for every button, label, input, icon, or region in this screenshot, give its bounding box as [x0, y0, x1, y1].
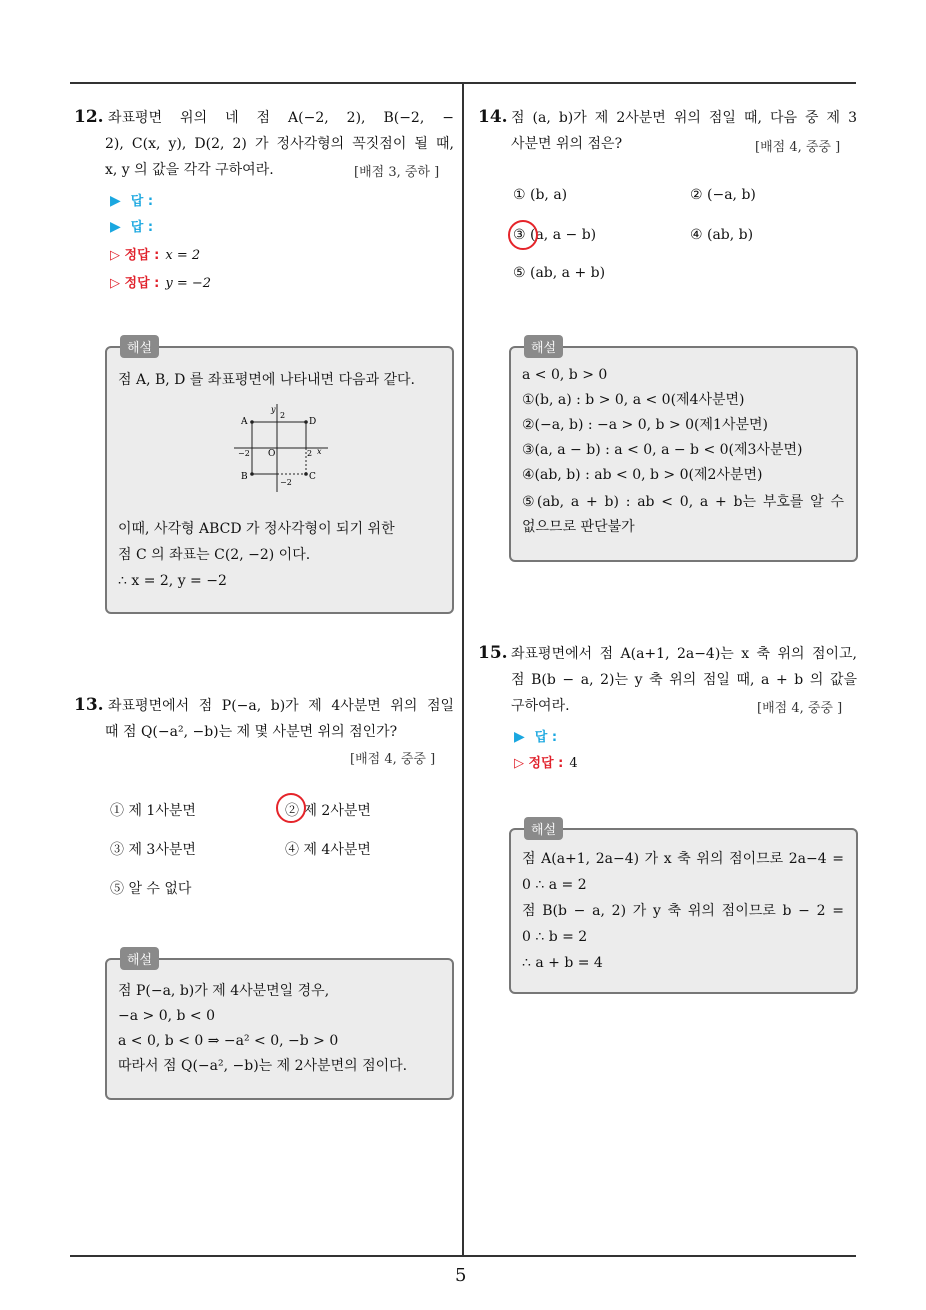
- q12-exp-line1: 점 A, B, D 를 좌표평면에 나타내면 다음과 같다.: [118, 372, 415, 388]
- point-A-label: A: [241, 417, 248, 427]
- q12-points: [배점 3, 중하 ]: [354, 165, 440, 180]
- q12-number: 12.: [74, 107, 104, 127]
- q15-answer-row[interactable]: [514, 726, 557, 745]
- q15-exp-line5: ∴ a + b = 4: [522, 955, 603, 971]
- q14-exp-line5: ④(ab, b) : ab < 0, b > 0(제2사분면): [522, 467, 763, 483]
- tick-pos2-x: 2: [307, 449, 313, 458]
- page-number: 5: [455, 1265, 467, 1286]
- q12-exp-line3: 점 C 의 좌표는 C(2, −2) 이다.: [118, 547, 311, 563]
- coordinate-graph: [232, 402, 332, 494]
- column-divider: [462, 82, 464, 1256]
- q12-exp-line4: ∴ x = 2, y = −2: [118, 573, 227, 589]
- q15-line2: 점 B(b − a, 2)는 y 축 위의 점일 때, a + b 의 값을: [511, 672, 857, 688]
- point-C-label: C: [309, 472, 316, 482]
- q13-selected-mark: [276, 793, 306, 823]
- q13-option-3[interactable]: ③ 제 3사분면: [110, 842, 196, 858]
- outline-triangle-icon: ▷: [110, 276, 120, 291]
- q13-option-4[interactable]: ④ 제 4사분면: [285, 842, 371, 858]
- tick-neg2-x: −2: [238, 449, 250, 458]
- q15-exp-line2: 0 ∴ a = 2: [522, 877, 587, 893]
- q12-line1: 좌표평면 위의 네 점 A(−2, 2), B(−2, −: [108, 110, 454, 126]
- q13-option-5[interactable]: ⑤ 알 수 없다: [110, 881, 192, 897]
- q12-correct-1: ▷ 정답 : x = 2: [110, 248, 201, 263]
- q12-line2: 2), C(x, y), D(2, 2) 가 정사각형의 꼭짓점이 될 때,: [105, 136, 454, 152]
- q14-selected-mark: [508, 220, 538, 250]
- q13-exp-line1: 점 P(−a, b)가 제 4사분면일 경우,: [118, 983, 330, 999]
- point-B-label: B: [241, 472, 248, 482]
- outline-triangle-icon: ▷: [110, 248, 120, 263]
- y-axis-label: y: [271, 405, 276, 414]
- q13-number: 13.: [74, 695, 104, 715]
- q14-option-2[interactable]: ② (−a, b): [690, 187, 756, 203]
- q13-option-1[interactable]: ① 제 1사분면: [110, 803, 196, 819]
- play-icon: ▶: [514, 729, 525, 745]
- q14-exp-line3: ②(−a, b) : −a > 0, b > 0(제1사분면): [522, 417, 768, 433]
- x-axis-label: x: [317, 447, 322, 456]
- q13-option-2[interactable]: ② 제 2사분면: [285, 803, 371, 819]
- q15-exp-line3: 점 B(b − a, 2) 가 y 축 위의 점이므로 b − 2 =: [522, 903, 844, 919]
- q14-option-1[interactable]: ① (b, a): [513, 187, 568, 203]
- bottom-rule: [70, 1255, 856, 1257]
- q13-line2: 때 점 Q(−a², −b)는 제 몇 사분면 위의 점인가?: [105, 724, 398, 740]
- q14-points: [배점 4, 중중 ]: [755, 140, 841, 155]
- q15-exp-line4: 0 ∴ b = 2: [522, 929, 588, 945]
- q15-correct: ▷ 정답 : 4: [514, 756, 578, 771]
- play-icon: ▶: [110, 193, 121, 209]
- q13-exp-line4: 따라서 점 Q(−a², −b)는 제 2사분면의 점이다.: [118, 1058, 408, 1074]
- q12-answer-row-1[interactable]: [110, 190, 153, 209]
- answer-label: 답 :: [130, 194, 154, 209]
- q14-number: 14.: [478, 107, 508, 127]
- q14-line2: 사분면 위의 점은?: [511, 136, 623, 152]
- q14-option-3[interactable]: ③ (a, a − b): [513, 227, 597, 243]
- q14-exp-line1: a < 0, b > 0: [522, 367, 608, 383]
- q15-line3: 구하여라.: [511, 698, 570, 714]
- q15-explanation-tag: 해설: [524, 817, 563, 840]
- q15-exp-line1: 점 A(a+1, 2a−4) 가 x 축 위의 점이므로 2a−4 =: [522, 851, 844, 867]
- q14-explanation-tag: 해설: [524, 335, 563, 358]
- q15-line1: 좌표평면에서 점 A(a+1, 2a−4)는 x 축 위의 점이고,: [511, 646, 857, 662]
- answer-label: 답 :: [534, 730, 558, 745]
- play-icon: ▶: [110, 219, 121, 235]
- q14-exp-line4: ③(a, a − b) : a < 0, a − b < 0(제3사분면): [522, 442, 803, 458]
- point-D-label: D: [309, 417, 317, 427]
- q13-explanation-tag: 해설: [120, 947, 159, 970]
- q14-option-4[interactable]: ④ (ab, b): [690, 227, 754, 243]
- origin-label: O: [268, 449, 276, 459]
- q12-explanation-tag: 해설: [120, 335, 159, 358]
- q14-exp-line7: 없으므로 판단불가: [522, 519, 635, 535]
- q12-answer-row-2[interactable]: [110, 216, 153, 235]
- q14-exp-line2: ①(b, a) : b > 0, a < 0(제4사분면): [522, 392, 745, 408]
- q15-points: [배점 4, 중중 ]: [757, 701, 843, 716]
- answer-label: 답 :: [130, 220, 154, 235]
- q13-line1: 좌표평면에서 점 P(−a, b)가 제 4사분면 위의 점일: [108, 698, 454, 714]
- q12-exp-line2: 이때, 사각형 ABCD 가 정사각형이 되기 위한: [118, 521, 395, 537]
- q12-line3: x, y 의 값을 각각 구하여라.: [105, 162, 274, 178]
- q15-number: 15.: [478, 643, 508, 663]
- q14-line1: 점 (a, b)가 제 2사분면 위의 점일 때, 다음 중 제 3: [511, 110, 857, 126]
- q14-exp-line6: ⑤(ab, a + b) : ab < 0, a + b는 부호를 알 수: [522, 494, 844, 510]
- q13-exp-line2: −a > 0, b < 0: [118, 1008, 216, 1024]
- q13-points: [배점 4, 중중 ]: [350, 752, 436, 767]
- outline-triangle-icon: ▷: [514, 756, 524, 771]
- q14-option-5[interactable]: ⑤ (ab, a + b): [513, 265, 606, 281]
- q13-exp-line3: a < 0, b < 0 ⇒ −a² < 0, −b > 0: [118, 1033, 339, 1049]
- tick-pos2-y: 2: [280, 411, 286, 420]
- tick-neg2-y: −2: [280, 478, 292, 487]
- q12-correct-2: ▷ 정답 : y = −2: [110, 276, 212, 291]
